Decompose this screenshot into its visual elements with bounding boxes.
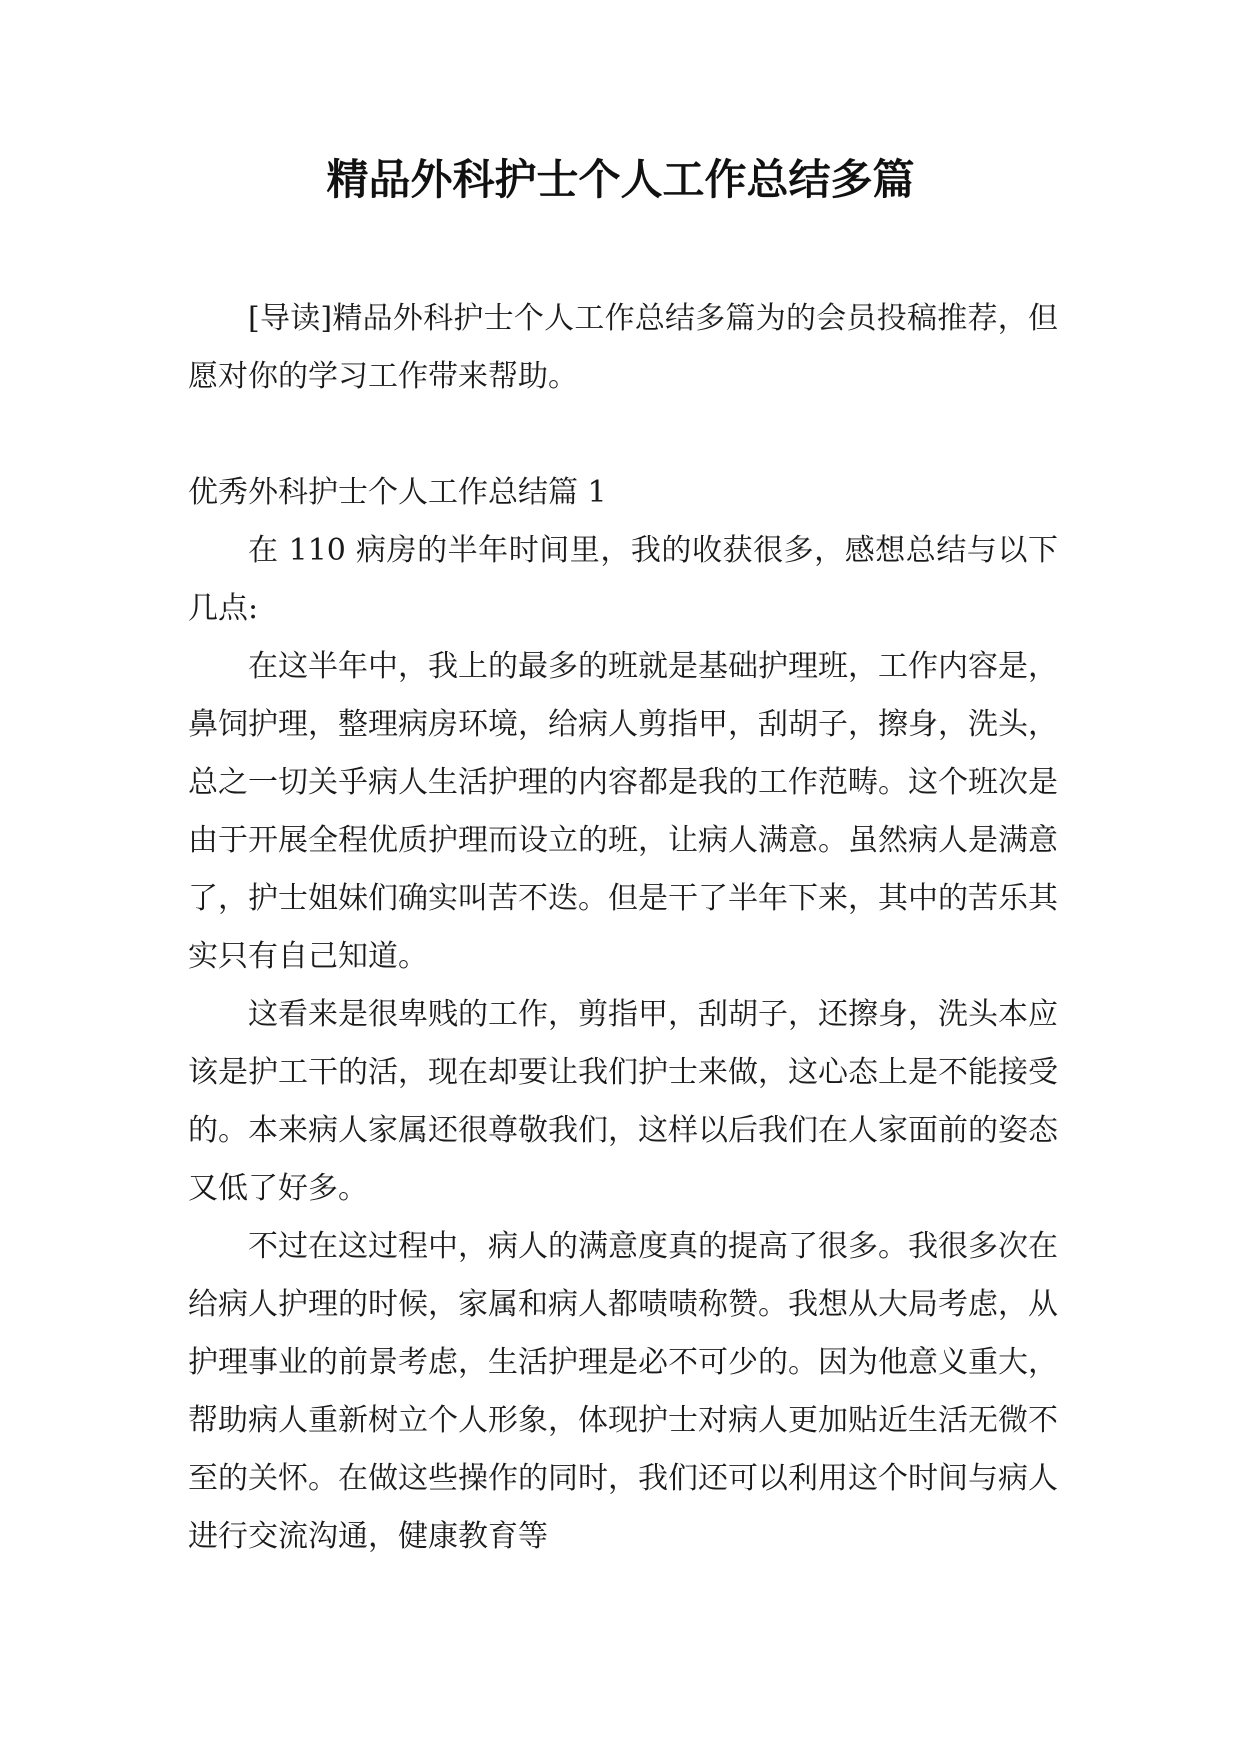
- intro-paragraph: [导读]精品外科护士个人工作总结多篇为的会员投稿推荐，但愿对你的学习工作带来帮助。: [188, 301, 1058, 394]
- body-paragraph-3: 这看来是很卑贱的工作，剪指甲，刮胡子，还擦身，洗头本应该是护工干的活，现在却要让我们护士来做，这心态上是不能接受的。本来病人家属还很尊敬我们，这样以后我们在人家面前的姿态又低了好多。: [188, 997, 1058, 1206]
- body-paragraph-2: 在这半年中，我上的最多的班就是基础护理班，工作内容是，鼻饲护理，整理病房环境，给病人剪指甲，刮胡子，擦身，洗头，总之一切关乎病人生活护理的内容都是我的工作范畴。这个班次是由于开展全程优质护理而设立的班，让病人满意。虽然病人是满意了，护士姐妹们确实叫苦不迭。但是干了半年下来，其中的苦乐其实只有自己知道。: [188, 649, 1058, 974]
- section-heading: 优秀外科护士个人工作总结篇 1: [188, 475, 607, 510]
- body-paragraph-1: 在 110 病房的半年时间里，我的收获很多，感想总结与以下几点:: [188, 533, 1058, 626]
- document-title: 精品外科护士个人工作总结多篇: [326, 155, 915, 204]
- body-paragraph-4: 不过在这过程中，病人的满意度真的提高了很多。我很多次在给病人护理的时候，家属和病人都啧啧称赞。我想从大局考虑，从护理事业的前景考虑，生活护理是必不可少的。因为他意义重大，帮助病人重新树立个人形象，体现护士对病人更加贴近生活无微不至的关怀。在做这些操作的同时，我们还可以利用这个时间与病人进行交流沟通，健康教育等: [188, 1229, 1058, 1554]
- document-body: [188, 290, 1058, 1566]
